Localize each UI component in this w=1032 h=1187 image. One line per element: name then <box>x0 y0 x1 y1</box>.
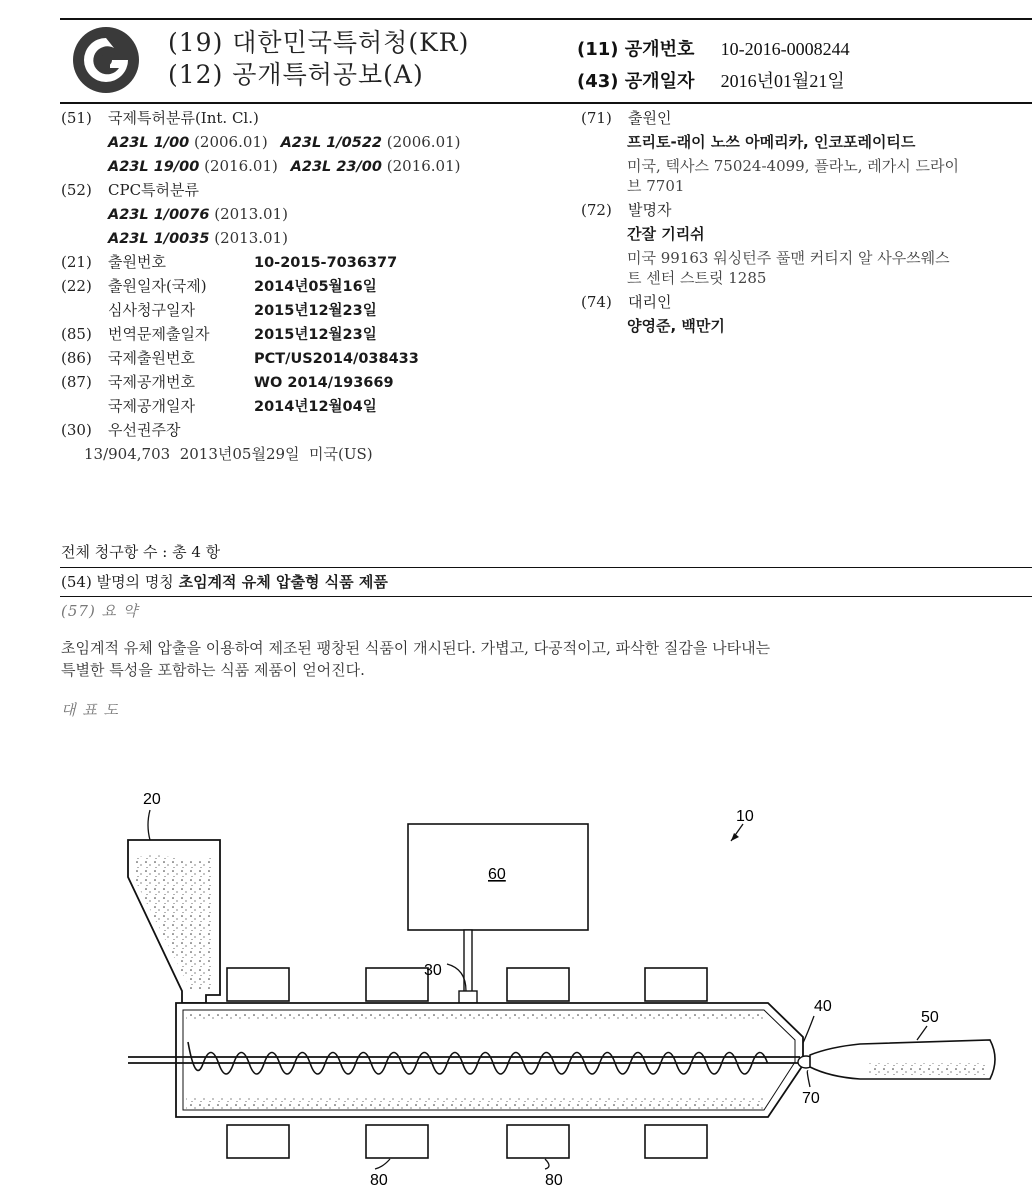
intl-publication-date-row: 국제공개일자 2014년12월04일 <box>108 397 377 415</box>
priority-row: (30) 우선권주장 <box>61 421 181 439</box>
cpc-code-2: A23L 1/0035 (2013.01) <box>108 229 288 247</box>
invention-title: 초임계적 유체 압출형 식품 제품 <box>178 573 388 591</box>
abstract-line-2: 특별한 특성을 포함하는 식품 제품이 얻어진다. <box>61 661 365 679</box>
figure-heading: 대 표 도 <box>61 701 120 719</box>
applicant-address-1: 미국, 텍사스 75024-4099, 플라노, 레가시 드라이 <box>627 157 959 175</box>
title-rule <box>60 596 1032 597</box>
heater-blocks-bottom <box>227 1125 707 1158</box>
label-50: 50 <box>921 1009 939 1026</box>
abstract-heading: (57) 요 약 <box>61 602 139 620</box>
label-20: 20 <box>143 791 161 808</box>
ipc-row: (51) 국제특허분류(Int. Cl.) <box>61 109 259 127</box>
inventor-name: 간잘 기리쉬 <box>627 225 705 243</box>
applicant-heading: (71) 출원인 <box>581 109 672 127</box>
abstract-line-1: 초임계적 유체 압출을 이용하여 제조된 팽창된 식품이 개시된다. 가볍고, 다공적이고, 파삭한 질감을 나타내는 <box>61 639 771 657</box>
application-number-row: (21) 출원번호 10-2015-7036377 <box>61 253 398 271</box>
priority-value: 13/904,703 2013년05월29일 미국(US) <box>84 445 373 463</box>
pub-no-num: (11) <box>577 39 619 60</box>
label-80-right: 80 <box>545 1172 563 1187</box>
claims-count: 전체 청구항 수 : 총 4 항 <box>61 543 221 561</box>
inventor-address-2: 트 센터 스트릿 1285 <box>627 269 767 287</box>
applicant-address-2: 브 7701 <box>627 177 685 195</box>
label-30: 30 <box>424 962 442 979</box>
publication-type: (12) 공개특허공보(A) <box>168 60 424 89</box>
filing-date-row: (22) 출원일자(국제) 2014년05월16일 <box>61 277 377 295</box>
publication-number <box>577 37 850 62</box>
ipc-codes-2: A23L 19/00 (2016.01) A23L 23/00 (2016.01) <box>108 157 461 175</box>
intl-application-row: (86) 국제출원번호 PCT/US2014/038433 <box>61 349 419 367</box>
translation-date-row: (85) 번역문제출일자 2015년12월23일 <box>61 325 377 343</box>
ipc-codes-1: A23L 1/00 (2006.01) A23L 1/0522 (2006.01) <box>108 133 461 151</box>
invention-title-row: (54) 발명의 명칭 초임계적 유체 압출형 식품 제품 <box>61 573 388 591</box>
exam-date-row: 심사청구일자 2015년12월23일 <box>108 301 377 319</box>
representative-figure <box>0 707 1032 1187</box>
cpc-code-1: A23L 1/0076 (2013.01) <box>108 205 288 223</box>
label-70: 70 <box>802 1090 820 1107</box>
label-60: 60 <box>488 866 506 883</box>
label-40: 40 <box>814 998 832 1015</box>
cpc-row: (52) CPC특허분류 <box>61 181 200 199</box>
claims-rule <box>60 567 1032 568</box>
office-name: (19) 대한민국특허청(KR) <box>168 28 470 57</box>
applicant-name: 프리토-래이 노쓰 아메리카, 인코포레이티드 <box>627 133 916 151</box>
publication-date <box>577 69 845 94</box>
pub-no-label: 공개번호 <box>624 39 695 60</box>
pub-date-value: 2016년01월21일 <box>720 71 845 91</box>
top-rule <box>60 18 1032 20</box>
pub-date-label: 공개일자 <box>624 71 695 92</box>
pub-no-value: 10-2016-0008244 <box>720 39 850 59</box>
agent-name: 양영준, 백만기 <box>627 317 725 335</box>
agent-heading: (74) 대리인 <box>581 293 672 311</box>
header-rule <box>60 102 1032 104</box>
label-10: 10 <box>736 808 754 825</box>
intl-publication-row: (87) 국제공개번호 WO 2014/193669 <box>61 373 394 391</box>
label-80-left: 80 <box>370 1172 388 1187</box>
inventor-address-1: 미국 99163 워싱턴주 풀맨 커티지 알 사우쓰웨스 <box>627 249 950 267</box>
inventor-heading: (72) 발명자 <box>581 201 672 219</box>
pub-date-num: (43) <box>577 71 619 92</box>
kipo-logo <box>70 24 142 96</box>
